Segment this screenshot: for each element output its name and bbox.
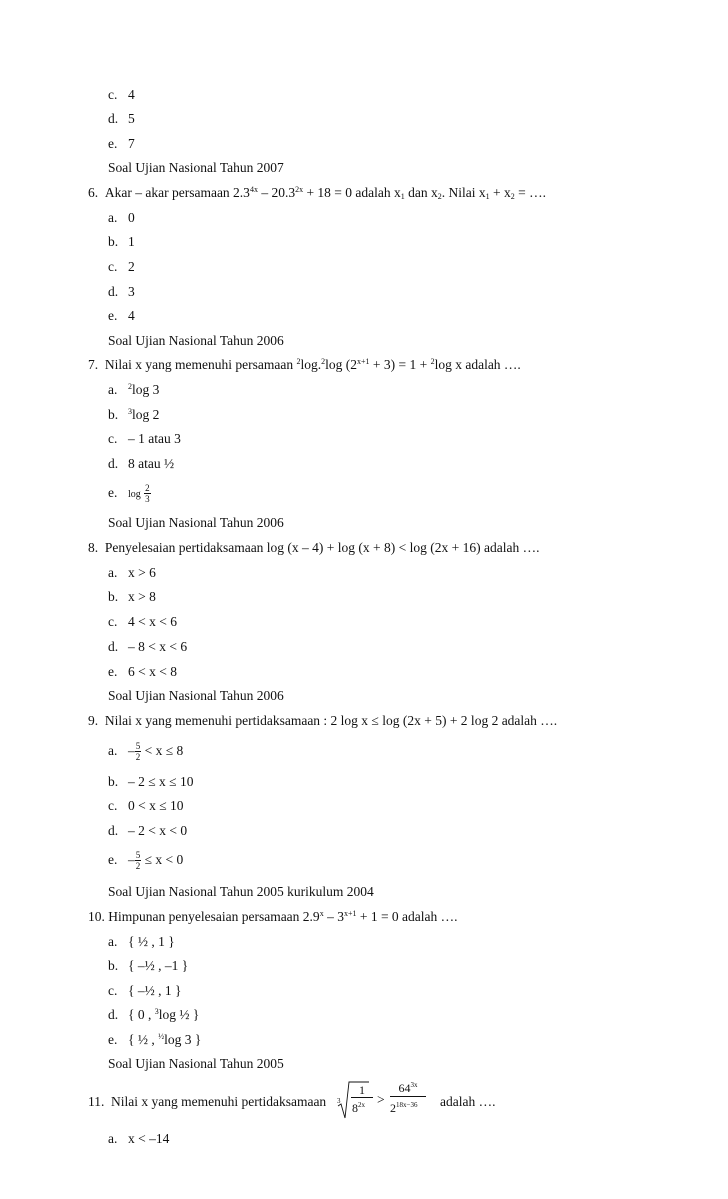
question-8: 8. Penyelesaian pertidaksamaan log (x – 4) + log (x + 8) < log (2x + 16) adalah …. [88,540,540,555]
q6-option-b: b. 1 [108,234,135,249]
q7-option-a: a. $^2$log 3 [108,382,160,397]
q9-option-a: a. – $\frac{5}{2}$ < x ≤ 8 [108,741,184,763]
q7-option-b: b. $^3$log 2 [108,407,160,422]
question-10: 10. Himpunan penyelesaian persamaan $2.9^x - 3^{x+1} + 1 = 0$ adalah …. [88,909,458,924]
q10-option-c: c. { –½ , 1 } [108,983,182,998]
source-note-q8: Soal Ujian Nasional Tahun 2006 [108,515,284,530]
q10-option-b: b. { –½ , –1 } [108,958,189,973]
q9-option-c: c. 0 < x ≤ 10 [108,798,184,813]
source-note-q10: Soal Ujian Nasional Tahun 2005 kurikulum 2004 [108,884,374,899]
q8-option-e: e. 6 < x < 8 [108,664,177,679]
q7-option-d: d. 8 atau ½ [108,456,175,471]
q8-option-a: a. x > 6 [108,565,156,580]
q6-option-d: d. 3 [108,284,135,299]
source-note-q6: Soal Ujian Nasional Tahun 2007 [108,160,284,175]
fraction: $\frac{5}{2}$ [135,741,141,763]
fraction: $\frac{2}{3}$ [145,483,150,505]
q8-option-c: c. 4 < x < 6 [108,614,177,629]
option-d: d. 5 [108,111,135,126]
source-note-q11: Soal Ujian Nasional Tahun 2005 [108,1056,284,1071]
q11-option-a: a. x < –14 [108,1131,170,1146]
question-6: 6. Akar – akar persamaan $2.3^{4x} - 20.3^{2x} + 18 = 0$ adalah $x_1$ dan $x_2$. Nilai $x_1 + x_2$ = …. [88,185,547,201]
q10-option-d: d. { 0 , $^3$log ½ } [108,1007,200,1022]
source-note-q9: Soal Ujian Nasional Tahun 2006 [108,688,284,703]
q6-option-a: a. 0 [108,210,135,225]
source-note-q7: Soal Ujian Nasional Tahun 2006 [108,333,284,348]
q9-option-b: b. – 2 ≤ x ≤ 10 [108,774,194,789]
q6-option-e: e. 4 [108,308,135,323]
question-9: 9. Nilai x yang memenuhi pertidaksamaan : 2 log x ≤ log (2x + 5) + 2 log 2 adalah …. [88,713,558,728]
fraction: $\frac{5}{2}$ [135,850,141,872]
option-c: c. 4 [108,87,135,102]
q8-option-b: b. x > 8 [108,589,156,604]
q7-option-c: c. – 1 atau 3 [108,431,181,446]
q6-option-c: c. 2 [108,259,135,274]
q10-option-e: e. { ½ , $^{\frac{1}{2}}$log 3 } [108,1032,202,1047]
q10-option-a: a. { ½ , 1 } [108,934,175,949]
q8-option-d: d. – 8 < x < 6 [108,639,188,654]
option-e: e. 7 [108,136,135,151]
q9-option-e: e. – $\frac{5}{2}$ ≤ x < 0 [108,850,184,872]
q7-option-e: e. log $\frac{2}{3}$ [108,483,150,505]
q9-option-d: d. – 2 < x < 0 [108,823,188,838]
question-7: 7. Nilai x yang memenuhi persamaan $^2$log.$^2$log $(2^{x+1} + 3) = 1 + ^2\log$ x adalah …. [88,357,521,372]
